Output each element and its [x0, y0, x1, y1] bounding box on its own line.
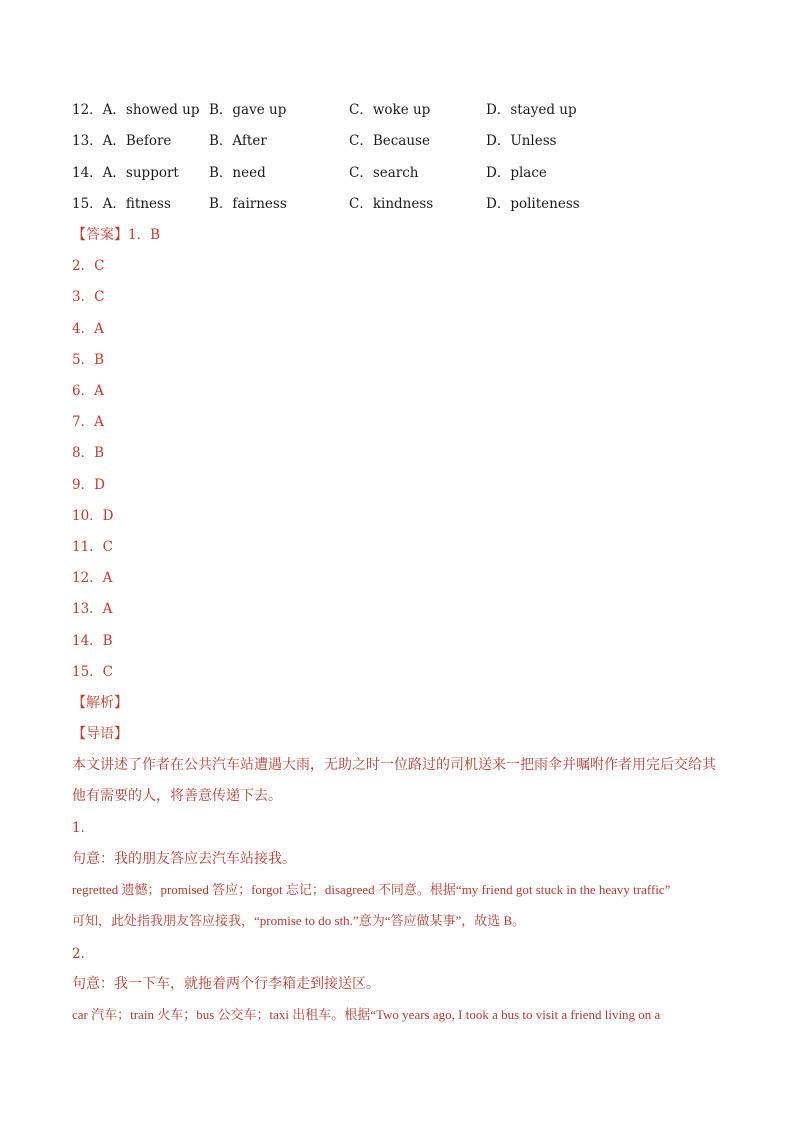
guide-heading: 【导语】: [72, 726, 128, 742]
analysis-heading: 【解析】: [72, 695, 128, 711]
guide-text-line-2: 他有需要的人，将善意传递下去。: [72, 788, 282, 804]
explanation-line: car 汽车；train 火车；bus 公交车；taxi 出租车。根据“Two years ago, I took a bus to visit a friend living on a: [72, 1007, 661, 1022]
option-b: B．gave up: [209, 102, 287, 118]
option-c: C．search: [349, 165, 419, 181]
answer-item: 14．B: [72, 633, 113, 649]
option-a: 12．A．showed up: [72, 102, 200, 118]
option-c: C．woke up: [349, 102, 431, 118]
guide-text-line-1: 本文讲述了作者在公共汽车站遭遇大雨，无助之时一位路过的司机送来一把雨伞并嘱咐作者用完后交给其: [72, 757, 716, 773]
answer-item: 15．C: [72, 664, 114, 680]
option-a: 15．A．fitness: [72, 196, 171, 212]
answer-item: 3．C: [72, 289, 105, 305]
option-d: D．politeness: [486, 196, 580, 212]
answer-item: 10．D: [72, 508, 114, 524]
option-c: C．Because: [349, 133, 430, 149]
answer-item: 13．A: [72, 601, 113, 617]
answer-heading: 【答案】: [72, 227, 128, 243]
option-d: D．place: [486, 165, 547, 181]
question-number: 2．: [72, 946, 95, 962]
option-b: B．After: [209, 133, 267, 149]
option-b: B．need: [209, 165, 266, 181]
answer-item: 6．A: [72, 383, 104, 399]
answer-item: 7．A: [72, 414, 104, 430]
answer-item: 11．C: [72, 539, 114, 555]
option-d: D．stayed up: [486, 102, 577, 118]
option-c: C．kindness: [349, 196, 434, 212]
answer-item: 1．B: [128, 227, 161, 243]
option-b: B．fairness: [209, 196, 287, 212]
sentence-meaning: 句意：我一下车，就拖着两个行李箱走到接送区。: [72, 976, 380, 992]
answer-item: 4．A: [72, 321, 104, 337]
answer-item: 8．B: [72, 445, 105, 461]
sentence-meaning: 句意：我的朋友答应去汽车站接我。: [72, 851, 296, 867]
answer-item: 9．D: [72, 477, 105, 493]
option-d: D．Unless: [486, 133, 557, 149]
question-number: 1．: [72, 820, 95, 836]
answer-item: 5．B: [72, 352, 105, 368]
answer-item: 2．C: [72, 258, 105, 274]
option-a: 13．A．Before: [72, 133, 172, 149]
option-a: 14．A．support: [72, 165, 179, 181]
answer-item: 12．A: [72, 570, 113, 586]
explanation-line: 可知，此处指我朋友答应接我，“promise to do sth.”意为“答应做某事”，故选 B。: [72, 913, 526, 928]
explanation-line: regretted 遗憾；promised 答应；forgot 忘记；disagreed 不同意。根据“my friend got stuck in the heavy traffic”: [72, 882, 671, 897]
answer-line-1: [72, 224, 160, 246]
